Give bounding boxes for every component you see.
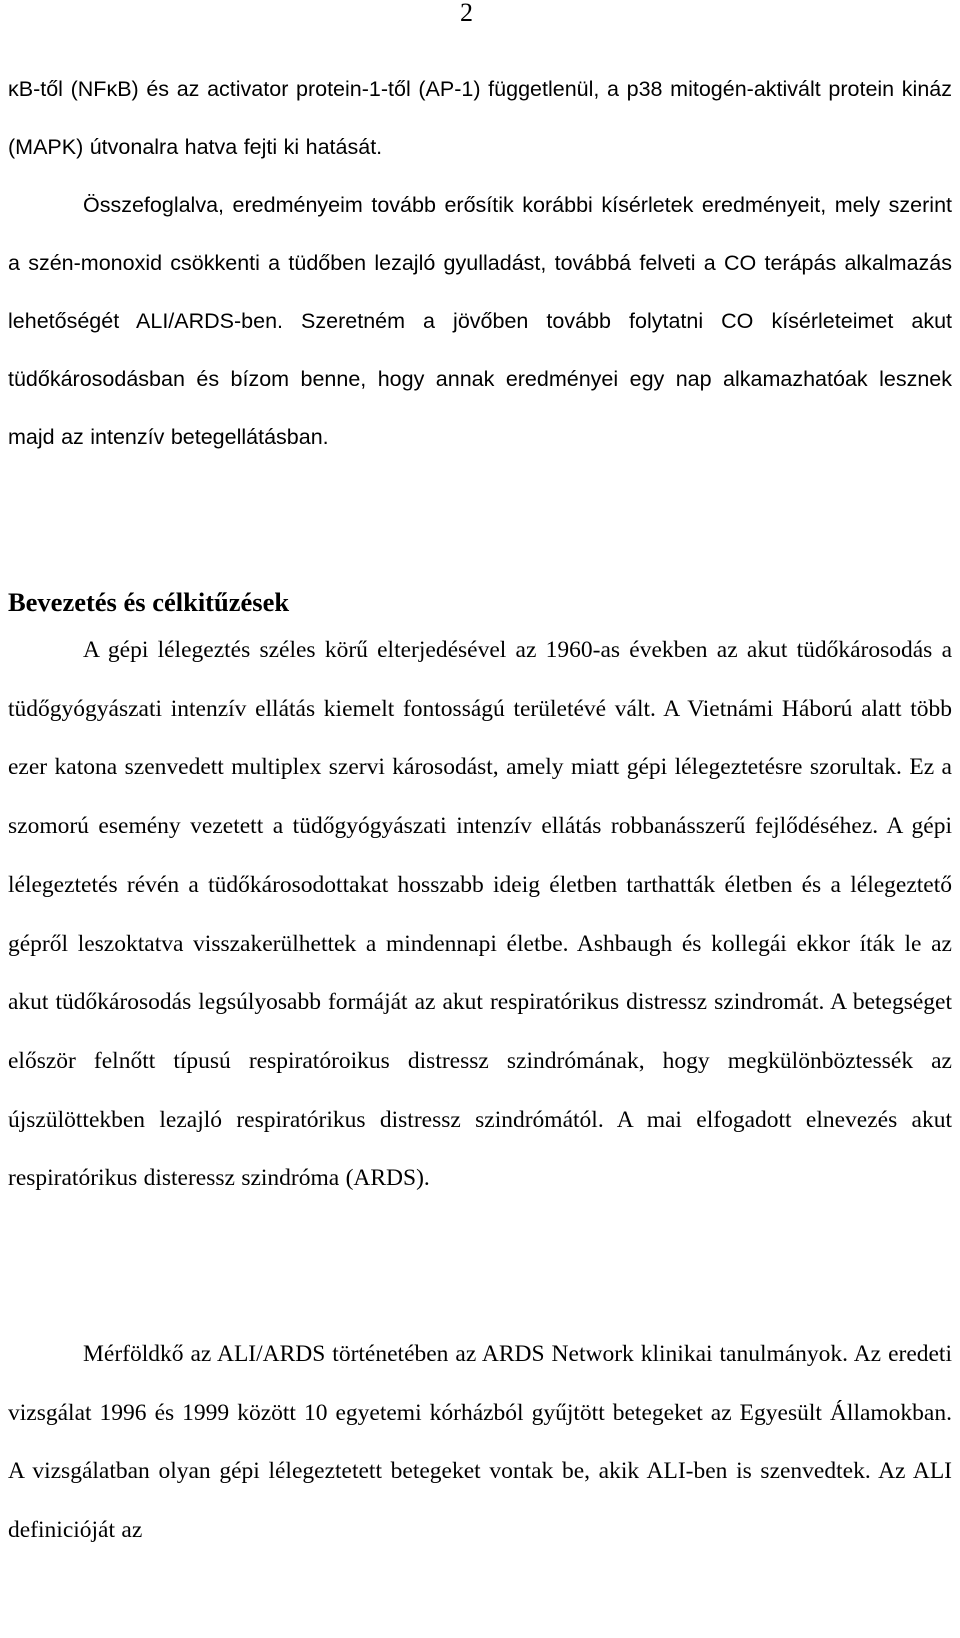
paragraph-summary: Összefoglalva, eredményeim tovább erősítik korábbi kísérletek eredményeit, mely szerint a szén-monoxid csökkenti a tüdőben lezajló gyulladást, továbbá felveti a CO terápás alkalmazás lehetőségét ALI/ARDS-ben. Szeretném a jövőben tovább folytatni CO kísérleteimet akut tüdőkárosodásban és bízom benne, hogy annak eredményei egy nap alkamazhatóak lesznek majd az intenzív betegellátásban. xyxy=(8,193,952,449)
paragraph-mechanism: κB-től (NFκB) és az activator protein-1-től (AP-1) függetlenül, a p38 mitogén-aktivált protein kináz (MAPK) útvonalra hatva fejti ki hatását. xyxy=(8,77,952,159)
section-heading: Bevezetés és célkitűzések xyxy=(8,587,290,617)
paragraph-ards-network: Mérföldkő az ALI/ARDS történetében az ARDS Network klinikai tanulmányok. Az eredeti vizsgálat 1996 és 1999 között 10 egyetemi kórházból gyűjtött betegeket az Egyesült Államokban. A vizsgálatban olyan gépi lélegeztetett betegeket vontak be, akik ALI-ben is szenvedtek. Az ALI definicióját az xyxy=(8,1341,952,1544)
paragraph-introduction: A gépi lélegeztés széles körű elterjedésével az 1960-as években az akut tüdőkárosodás a tüdőgyógyászati intenzív ellátás kiemelt fontosságú területévé vált. A Vietnámi Háború alatt több ezer katona szenvedett multiplex szervi károsodást, amely miatt gépi lélegeztetésre szorultak. Ez a szomorú esemény vezetett a tüdőgyógyászati intenzív ellátás robbanásszerű fejlődéséhez. A gépi lélegeztetés révén a tüdőkárosodottakat hosszabb ideig életben tarthatták életben és a lélegeztető gépről leszoktatva visszakerülhettek a mindennapi életbe. Ashbaugh és kollegái ekkor íták le az akut tüdőkárosodás legsúlyosabb formáját az akut respiratórikus distressz szindromát. A betegséget először felnőtt típusú respiratóroikus distressz szindrómának, hogy megkülönböztessék az újszülöttekben lezajló respiratórikus distressz szindrómától. A mai elfogadott elnevezés akut respiratórikus disteressz szindróma (ARDS). xyxy=(8,637,952,1192)
page-number: 2 xyxy=(460,0,473,27)
